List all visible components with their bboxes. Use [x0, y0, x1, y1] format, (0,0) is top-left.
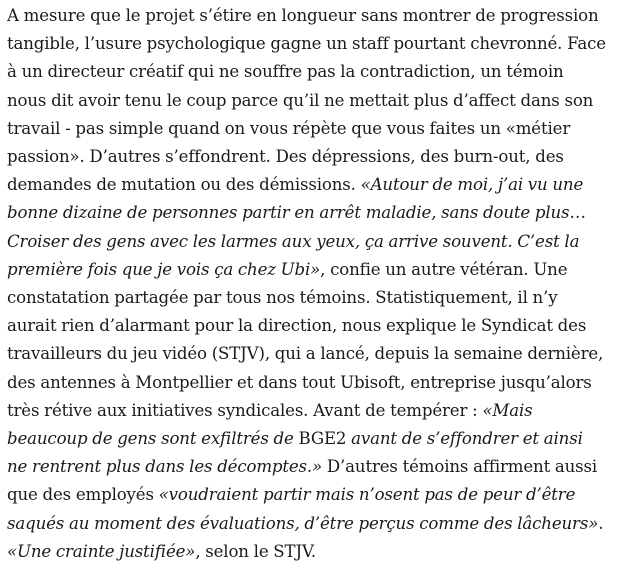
text-segment: , confie un autre vétéran. Une constatation partagée par tous nos témoins. Statistiquement, il n’y aurait rien d’alarmant pour la direction, nous explique le Syndicat des travailleurs du jeu vidéo (STJV), qui a lancé, depuis la semaine dernière, des antennes à Montpellier et dans tout Ubisoft, entreprise jusqu’alors très rétive aux initiatives syndicales. Avant de tempérer :: [7, 259, 604, 420]
text-segment: D’autres témoins affirment aussi que des employés: [7, 457, 598, 505]
text-segment: A mesure que le projet s’étire en longueur sans montrer de progression tangible, l’usure psychologique gagne un staff pourtant chevronné. Face à un directeur créatif qui ne souffre pas la contradiction, un témoin nous dit avoir tenu le coup parce qu’il ne mettait plus d’affect dans son travail - pas simple quand on vous répète que vous faites un «métier passion». D’autres s’effondrent. Des dépressions, des burn-out, des demandes de mutation ou des démissions.: [7, 6, 606, 195]
quote-segment: avant de s’effondrer et ainsi ne rentrent plus dans les décomptes.»: [7, 429, 583, 477]
quote-segment: «Autour de moi, j’ai vu une bonne dizaine de personnes partir en arrêt maladie, sans doute plus… Croiser des gens avec les larmes aux yeux, ça arrive souvent. C’est la première fois que je vois ça chez Ubi»: [7, 175, 586, 279]
article-paragraph: [7, 2, 607, 566]
project-name: BGE2: [298, 429, 347, 449]
text-segment: .: [598, 513, 604, 533]
quote-segment: «voudraient partir mais n’osent pas de peur d’être saqués au moment des évaluations, d’être perçus comme des lâcheurs»: [7, 485, 599, 533]
quote-segment: «Une crainte justifiée»: [7, 541, 196, 561]
text-segment: , selon le STJV.: [195, 541, 317, 561]
quote-segment: «Mais beaucoup de gens sont exfiltrés de: [7, 400, 533, 449]
